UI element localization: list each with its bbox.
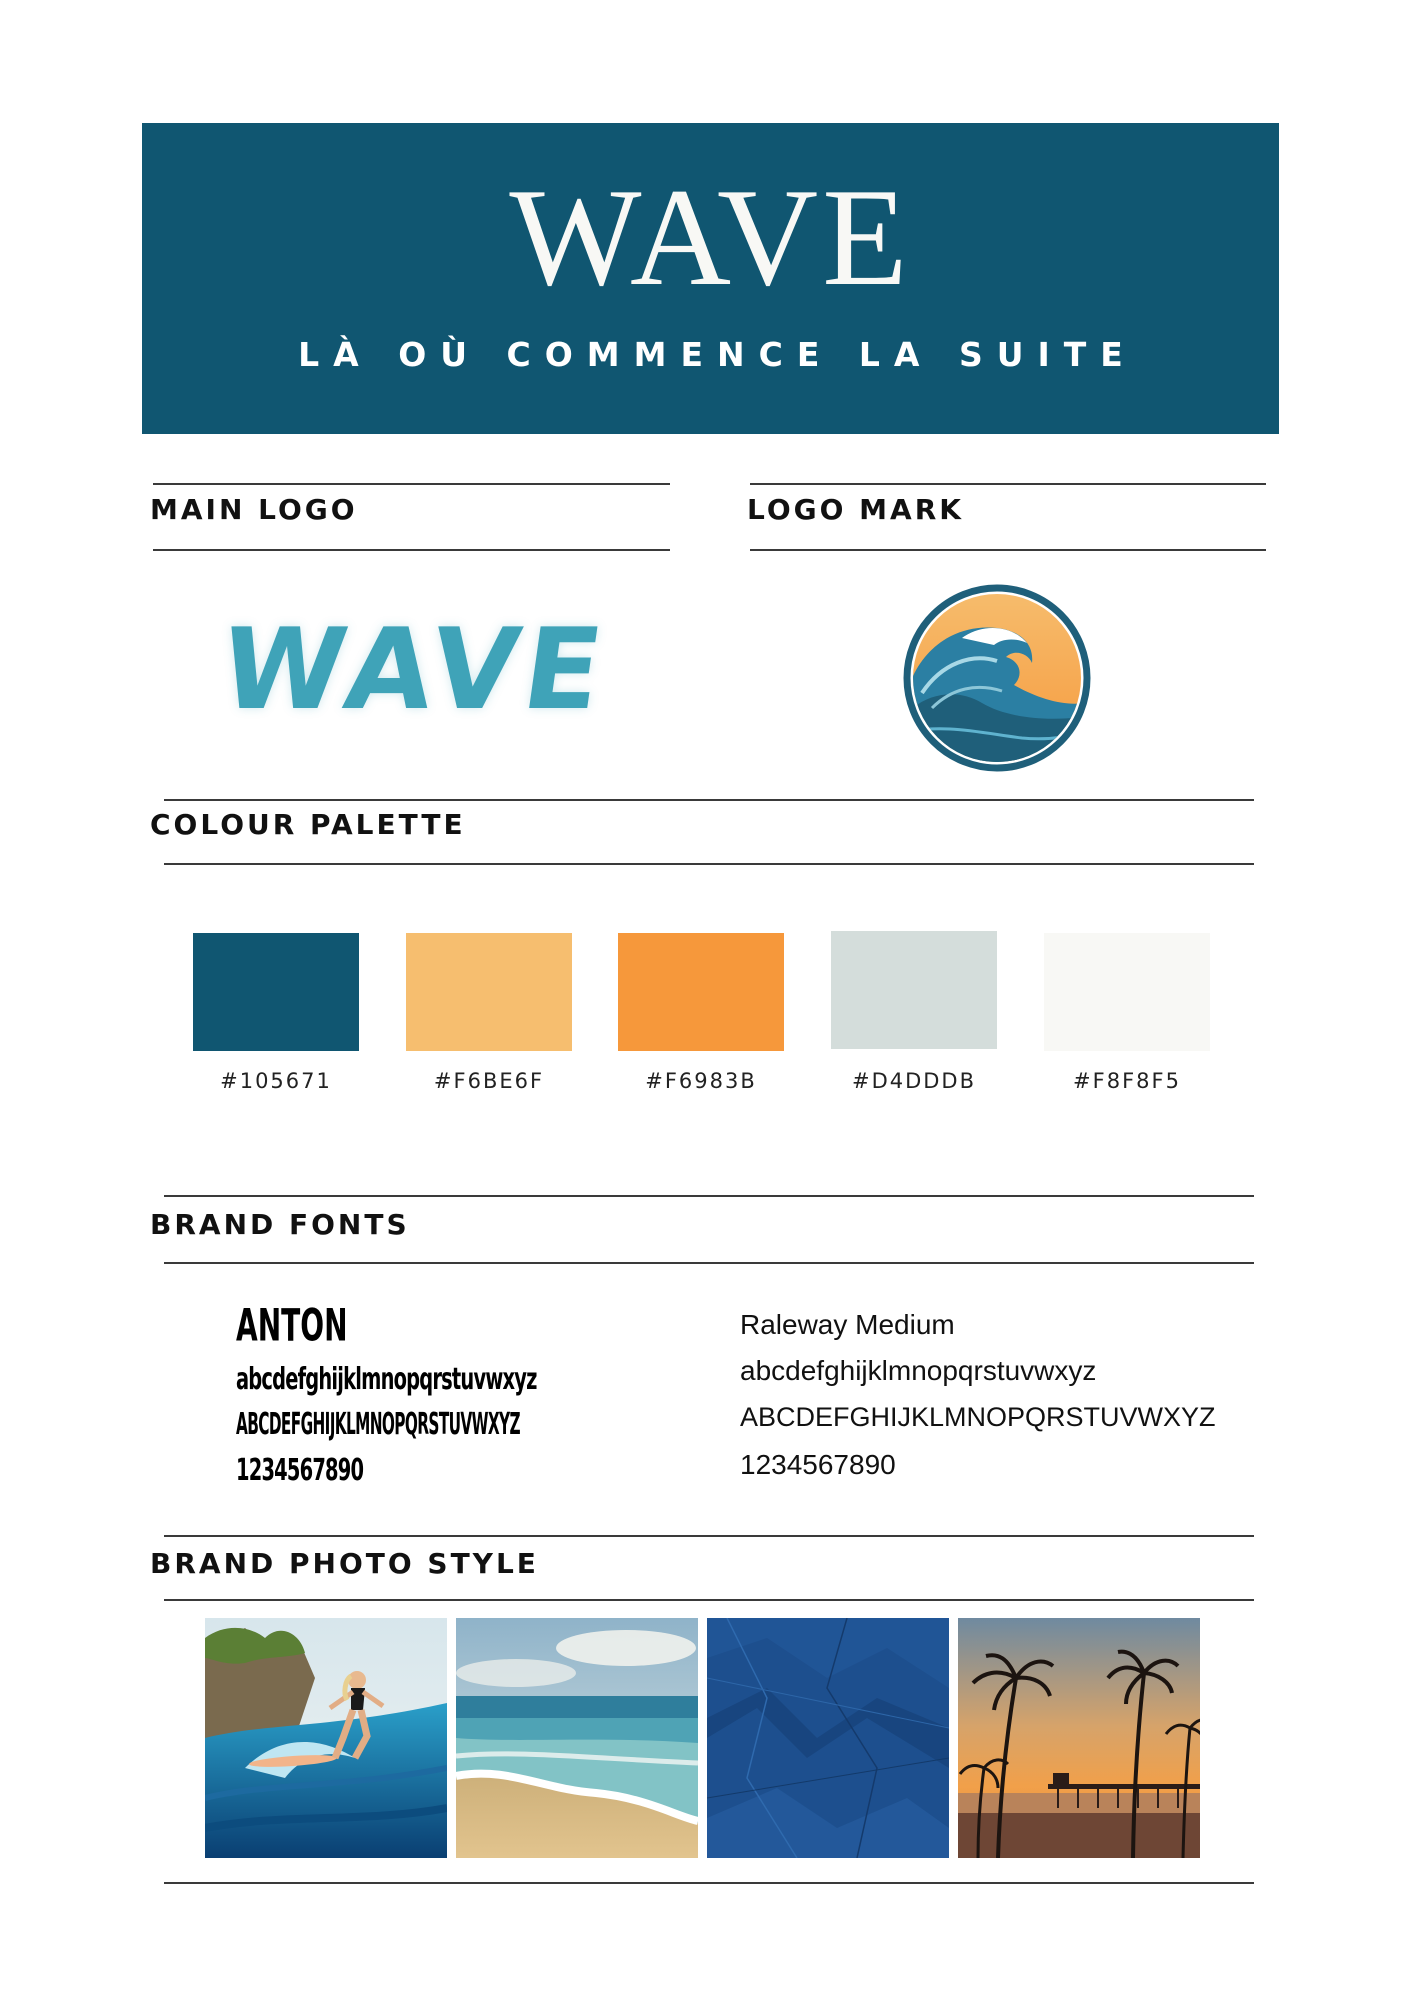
colour-swatch — [618, 933, 784, 1051]
divider — [750, 549, 1266, 551]
colour-swatch — [193, 933, 359, 1051]
colour-hex-label: #D4DDDB — [851, 1069, 977, 1093]
beach-shore-photo — [456, 1618, 698, 1858]
logo-mark-heading: LOGO MARK — [747, 493, 964, 526]
wave-sun-icon — [902, 583, 1092, 773]
palm-sunset-pier-photo — [958, 1618, 1200, 1858]
brand-fonts-heading: BRAND FONTS — [150, 1208, 410, 1241]
colour-swatch — [406, 933, 572, 1051]
brand-photo-style-heading: BRAND PHOTO STYLE — [150, 1547, 539, 1580]
divider — [164, 863, 1254, 865]
divider — [153, 483, 670, 485]
divider — [164, 1535, 1254, 1537]
divider — [164, 799, 1254, 801]
primary-font-name: ANTON — [236, 1299, 348, 1351]
primary-font-uppercase: ABCDEFGHIJKLMNOPQRSTUVWXYZ — [236, 1407, 520, 1442]
colour-swatch — [831, 931, 997, 1049]
divider — [164, 1599, 1254, 1601]
secondary-font-uppercase: ABCDEFGHIJKLMNOPQRSTUVWXYZ — [740, 1402, 1216, 1432]
brand-title: WAVE — [509, 160, 912, 315]
primary-font-digits: 1234567890 — [236, 1453, 364, 1488]
divider — [164, 1262, 1254, 1264]
main-logo-wordmark: WAVE — [212, 605, 616, 735]
header-banner — [142, 123, 1279, 434]
secondary-font-digits: 1234567890 — [740, 1449, 896, 1480]
colour-hex-label: #105671 — [220, 1069, 332, 1093]
colour-palette-heading: COLOUR PALETTE — [150, 808, 466, 841]
divider — [164, 1882, 1254, 1884]
secondary-font-lowercase: abcdefghijklmnopqrstuvwxyz — [740, 1355, 1097, 1386]
surfer-photo — [205, 1618, 447, 1858]
divider — [164, 1195, 1254, 1197]
colour-hex-label: #F6BE6F — [433, 1069, 545, 1093]
primary-font-lowercase: abcdefghijklmnopqrstuvwxyz — [236, 1362, 537, 1397]
divider — [153, 549, 670, 551]
secondary-font-name: Raleway Medium — [740, 1309, 955, 1340]
main-logo-heading: MAIN LOGO — [150, 493, 358, 526]
colour-swatch — [1044, 933, 1210, 1051]
colour-hex-label: #F8F8F5 — [1073, 1069, 1181, 1093]
brand-tagline: LÀ OÙ COMMENCE LA SUITE — [298, 335, 1137, 374]
colour-hex-label: #F6983B — [645, 1069, 757, 1093]
blue-paper-texture-photo — [707, 1618, 949, 1858]
divider — [750, 483, 1266, 485]
